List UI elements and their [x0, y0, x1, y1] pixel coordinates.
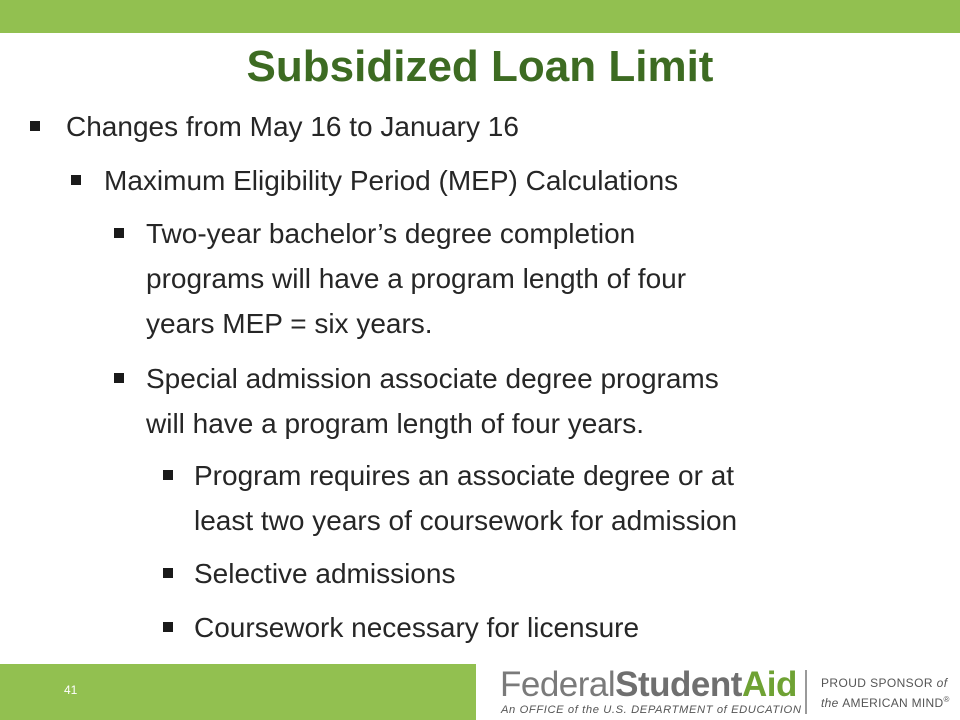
logo-word-aid: Aid [741, 665, 797, 704]
logo-divider [805, 670, 807, 714]
sponsor-line-2 [821, 692, 950, 711]
logo-subtitle: An OFFICE of the U.S. DEPARTMENT of EDUCATION [501, 704, 802, 716]
page-number: 41 [64, 683, 78, 697]
bullet-text: Changes from May 16 to January 16 [66, 111, 519, 142]
bullet-text: Selective admissions [194, 558, 456, 589]
bullet-line: Special admission associate degree programs [146, 363, 719, 394]
slide-title: Subsidized Loan Limit [246, 42, 714, 91]
bullet-level-4 [163, 453, 953, 543]
bullet-line: programs will have a program length of four [146, 263, 687, 294]
sponsor-line-1-suffix: of [932, 676, 948, 690]
logo-word-federal: Federal [500, 665, 616, 704]
top-accent-bar [0, 0, 960, 33]
bullet-line: least two years of coursework for admission [194, 505, 738, 536]
bullet-text: Coursework necessary for licensure [194, 612, 640, 643]
bullet-line: years MEP = six years. [146, 308, 433, 339]
bullet-level-3 [114, 356, 944, 446]
sponsor-line-2-prefix: the [821, 696, 843, 710]
bullet-text [194, 453, 737, 543]
bullet-line: Two-year bachelor’s degree completion [146, 218, 636, 249]
bullet-level-2 [71, 158, 941, 203]
bullet-level-1 [30, 104, 930, 149]
bullet-level-4 [163, 551, 953, 596]
square-bullet-icon [30, 104, 46, 149]
sponsor-line-1 [821, 676, 947, 691]
bullet-line: Program requires an associate degree or at [194, 460, 735, 491]
square-bullet-icon [114, 356, 130, 401]
federal-student-aid-logo [500, 665, 797, 705]
bullet-line: will have a program length of four years. [146, 408, 645, 439]
registered-mark: ® [943, 695, 950, 704]
bullet-text [146, 211, 686, 346]
bullet-level-4 [163, 605, 953, 650]
sponsor-line-1-main: PROUD SPONSOR [821, 676, 933, 690]
square-bullet-icon [163, 551, 179, 596]
sponsor-line-2-main: AMERICAN MIND [842, 696, 944, 710]
square-bullet-icon [71, 158, 87, 203]
bullet-text [146, 356, 719, 446]
bullet-level-3 [114, 211, 944, 346]
bullet-text: Maximum Eligibility Period (MEP) Calculations [104, 165, 679, 196]
square-bullet-icon [163, 453, 179, 498]
logo-word-student: Student [615, 665, 742, 704]
square-bullet-icon [114, 211, 130, 256]
square-bullet-icon [163, 605, 179, 650]
